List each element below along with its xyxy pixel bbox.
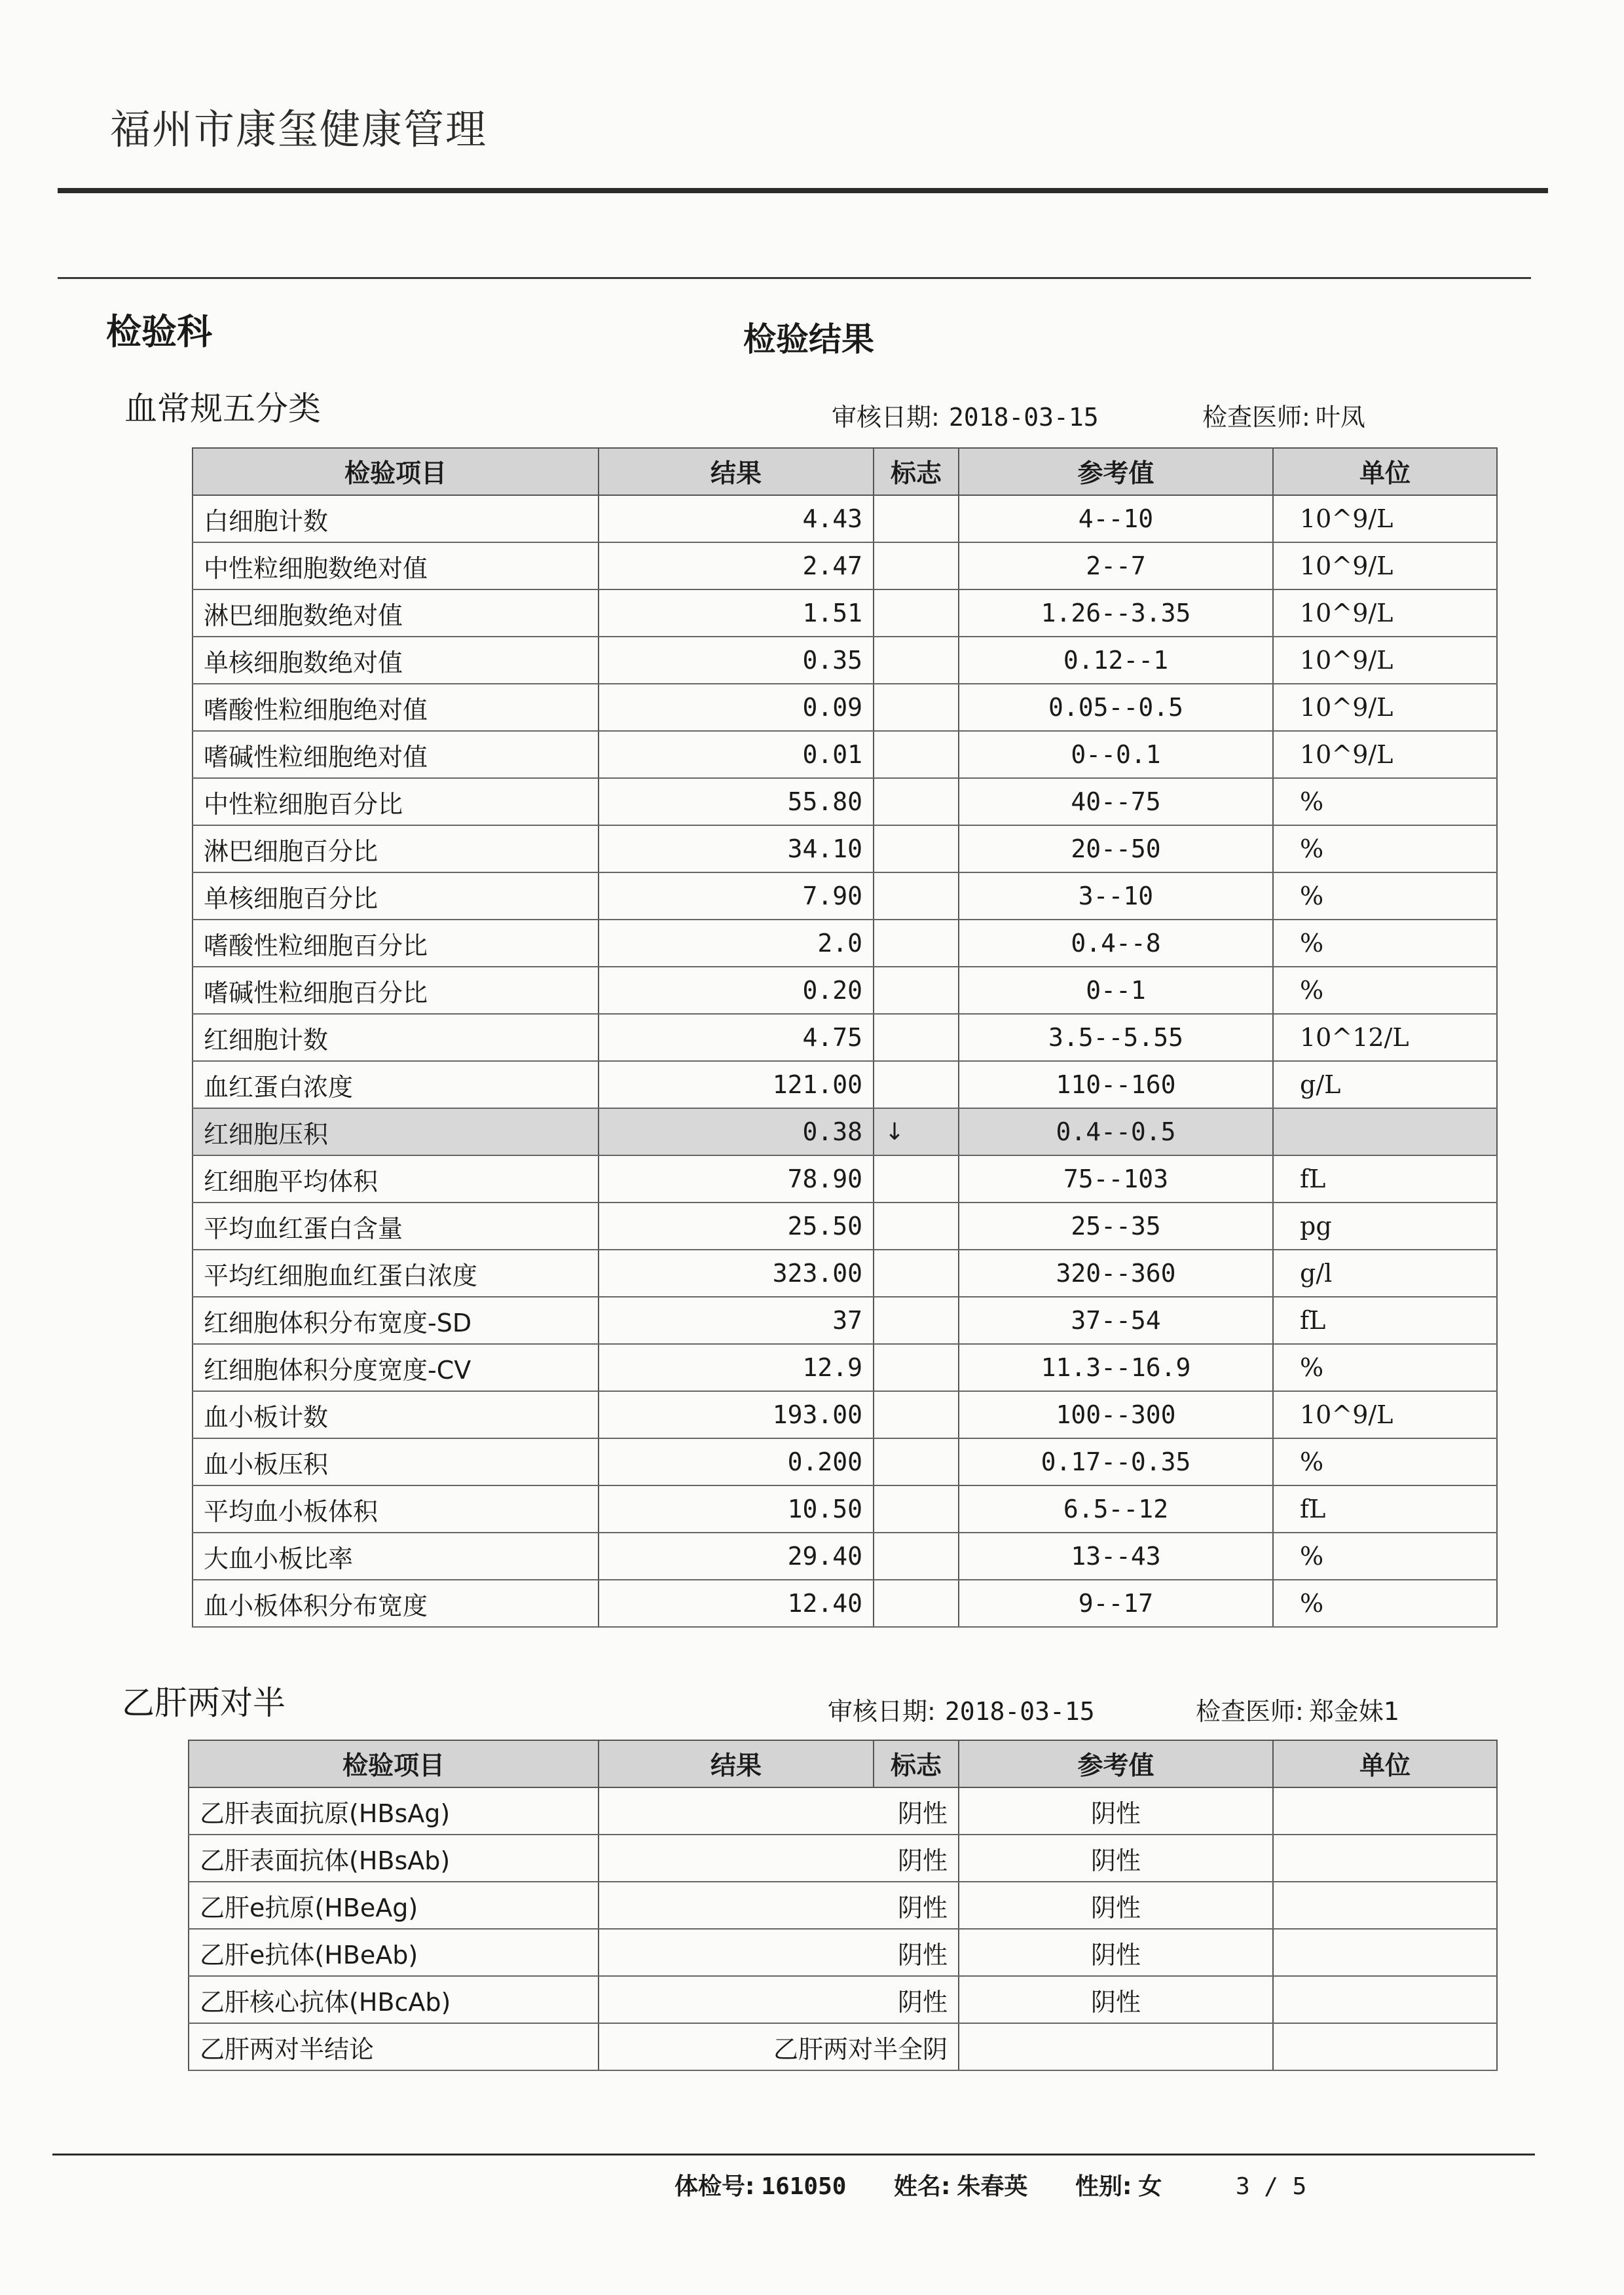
reference-cell: 6.5--12 [959,1485,1273,1533]
unit-cell: 10^9/L [1273,637,1497,684]
unit-cell: % [1273,825,1497,872]
footer-rule [52,2154,1535,2155]
flag-cell [874,589,959,637]
table-row [193,825,1497,872]
reference-cell: 3--10 [959,872,1273,920]
reference-cell [959,2023,1273,2070]
table-row [189,1882,1497,1929]
result-cell: 55.80 [599,778,874,825]
column-header-item: 检验项目 [193,448,599,495]
item-name-cell: 白细胞计数 [193,495,599,542]
unit-cell [1273,1929,1497,1976]
result-cell: 25.50 [599,1203,874,1250]
reference-cell: 320--360 [959,1250,1273,1297]
item-name-cell: 血小板体积分布宽度 [193,1580,599,1627]
flag-cell [874,1580,959,1627]
name-value: 朱春英 [957,2173,1028,2200]
table-header-row [189,1740,1497,1787]
result-cell: 7.90 [599,872,874,920]
header-rule [58,188,1548,193]
flag-cell [874,637,959,684]
reference-cell: 25--35 [959,1203,1273,1250]
blood-doctor [1202,397,1365,433]
table-row [193,1533,1497,1580]
item-name-cell: 红细胞计数 [193,1014,599,1061]
item-name-cell: 嗜酸性粒细胞绝对值 [193,684,599,731]
result-cell: 37 [599,1297,874,1344]
name-label: 姓名: [894,2173,951,2200]
reference-cell: 阴性 [959,1882,1273,1929]
table-row [193,589,1497,637]
reference-cell: 1.26--3.35 [959,589,1273,637]
conclusion-row [189,2023,1497,2070]
column-header-result: 结果 [599,1740,874,1787]
flag-cell [874,1155,959,1203]
unit-cell [1273,1787,1497,1835]
blood-results-table [192,447,1498,1628]
item-name-cell: 中性粒细胞百分比 [193,778,599,825]
column-header-unit: 单位 [1273,1740,1497,1787]
column-header-unit: 单位 [1273,448,1497,495]
unit-cell: % [1273,920,1497,967]
reference-cell: 3.5--5.55 [959,1014,1273,1061]
unit-cell [1273,1882,1497,1929]
page-number: 3 / 5 [1235,2173,1307,2200]
result-cell: 阴性 [599,1929,959,1976]
department-title: 检验科 [106,311,212,352]
result-cell: 阴性 [599,1976,959,2023]
result-cell: 2.0 [599,920,874,967]
reference-cell: 2--7 [959,542,1273,589]
result-cell: 323.00 [599,1250,874,1297]
reference-cell: 0.05--0.5 [959,684,1273,731]
table-row [193,495,1497,542]
result-cell: 0.200 [599,1438,874,1485]
unit-cell: g/l [1273,1250,1497,1297]
item-name-cell: 红细胞体积分度宽度-CV [193,1344,599,1391]
flag-cell [874,1533,959,1580]
unit-cell: fL [1273,1297,1497,1344]
flag-cell [874,920,959,967]
result-cell: 阴性 [599,1787,959,1835]
table-row [193,1438,1497,1485]
item-name-cell: 单核细胞百分比 [193,872,599,920]
unit-cell [1273,1108,1497,1155]
table-row [193,731,1497,778]
unit-cell: 10^12/L [1273,1014,1497,1061]
flag-cell [874,1391,959,1438]
item-name-cell: 平均血小板体积 [193,1485,599,1533]
reference-cell: 0.17--0.35 [959,1438,1273,1485]
reference-cell: 100--300 [959,1391,1273,1438]
unit-cell: fL [1273,1155,1497,1203]
unit-cell [1273,1835,1497,1882]
unit-cell: 10^9/L [1273,495,1497,542]
flag-cell [874,1344,959,1391]
result-cell: 78.90 [599,1155,874,1203]
hbv-doctor [1196,1691,1399,1727]
hbv-doctor-label: 检查医师: [1196,1697,1304,1726]
table-row [193,684,1497,731]
result-cell: 2.47 [599,542,874,589]
sex-label: 性别: [1075,2173,1132,2200]
reference-cell: 20--50 [959,825,1273,872]
reference-cell: 阴性 [959,1976,1273,2023]
column-header-reference: 参考值 [959,1740,1273,1787]
result-cell: 12.9 [599,1344,874,1391]
unit-cell: pg [1273,1203,1497,1250]
blood-review-date-value: 2018-03-15 [948,403,1099,432]
column-header-flag: 标志 [874,1740,959,1787]
flag-cell [874,684,959,731]
blood-doctor-value: 叶凤 [1315,403,1365,432]
column-header-flag: 标志 [874,448,959,495]
hbv-review-date-value: 2018-03-15 [944,1697,1095,1726]
item-name-cell: 平均红细胞血红蛋白浓度 [193,1250,599,1297]
item-name-cell: 血小板计数 [193,1391,599,1438]
footer [674,2168,1346,2201]
blood-review-date [832,397,1099,433]
item-name-cell: 乙肝e抗体(HBeAb) [189,1929,599,1976]
result-cell: 121.00 [599,1061,874,1108]
reference-cell: 75--103 [959,1155,1273,1203]
unit-cell: % [1273,1438,1497,1485]
table-row [193,778,1497,825]
item-name-cell: 单核细胞数绝对值 [193,637,599,684]
result-cell: 0.20 [599,967,874,1014]
flag-cell [874,731,959,778]
item-name-cell: 红细胞体积分布宽度-SD [193,1297,599,1344]
item-name-cell: 淋巴细胞数绝对值 [193,589,599,637]
item-name-cell: 中性粒细胞数绝对值 [193,542,599,589]
result-cell: 10.50 [599,1485,874,1533]
item-name-cell: 红细胞平均体积 [193,1155,599,1203]
table-row [193,1061,1497,1108]
result-cell: 193.00 [599,1391,874,1438]
table-row [189,1976,1497,2023]
result-cell: 阴性 [599,1882,959,1929]
reference-cell: 0.4--0.5 [959,1108,1273,1155]
result-cell: 1.51 [599,589,874,637]
table-row [193,1580,1497,1627]
column-header-item: 检验项目 [189,1740,599,1787]
unit-cell: % [1273,1580,1497,1627]
flag-cell [874,1485,959,1533]
blood-doctor-label: 检查医师: [1202,403,1310,432]
reference-cell: 110--160 [959,1061,1273,1108]
table-row [193,1485,1497,1533]
flag-cell [874,542,959,589]
reference-cell: 0--1 [959,967,1273,1014]
table-row [193,1108,1497,1155]
table-row [193,920,1497,967]
unit-cell: % [1273,967,1497,1014]
reference-cell: 阴性 [959,1835,1273,1882]
result-cell: 12.40 [599,1580,874,1627]
results-title: 检验结果 [743,320,874,358]
org-title: 福州市康玺健康管理 [110,105,488,153]
hbv-section-title: 乙肝两对半 [122,1684,286,1722]
unit-cell: % [1273,1533,1497,1580]
unit-cell: % [1273,872,1497,920]
unit-cell: 10^9/L [1273,542,1497,589]
item-name-cell: 乙肝e抗原(HBeAg) [189,1882,599,1929]
unit-cell: % [1273,1344,1497,1391]
item-name-cell: 嗜碱性粒细胞绝对值 [193,731,599,778]
table-row [193,1297,1497,1344]
table-row [193,1391,1497,1438]
reference-cell: 9--17 [959,1580,1273,1627]
result-cell: 29.40 [599,1533,874,1580]
unit-cell: 10^9/L [1273,589,1497,637]
unit-cell: g/L [1273,1061,1497,1108]
flag-cell [874,1061,959,1108]
blood-section-title: 血常规五分类 [124,390,321,428]
unit-cell: 10^9/L [1273,1391,1497,1438]
table-row [189,1929,1497,1976]
unit-cell [1273,2023,1497,2070]
item-name-cell: 乙肝表面抗原(HBsAg) [189,1787,599,1835]
result-cell: 0.01 [599,731,874,778]
sex-value: 女 [1138,2173,1162,2200]
flag-cell [874,1203,959,1250]
result-cell: 4.75 [599,1014,874,1061]
table-row [193,872,1497,920]
reference-cell: 阴性 [959,1929,1273,1976]
table-row [189,1787,1497,1835]
table-row [193,967,1497,1014]
item-name-cell: 大血小板比率 [193,1533,599,1580]
header-subrule [58,277,1531,279]
reference-cell: 4--10 [959,495,1273,542]
exam-no-value: 161050 [761,2173,847,2200]
table-header-row [193,448,1497,495]
reference-cell: 0--0.1 [959,731,1273,778]
reference-cell: 0.12--1 [959,637,1273,684]
table-row [189,1835,1497,1882]
conclusion-label-cell: 乙肝两对半结论 [189,2023,599,2070]
unit-cell: fL [1273,1485,1497,1533]
flag-cell [874,967,959,1014]
table-row [193,1250,1497,1297]
footer-sex [1075,2173,1162,2200]
flag-cell [874,778,959,825]
result-cell: 阴性 [599,1835,959,1882]
item-name-cell: 平均血红蛋白含量 [193,1203,599,1250]
footer-exam-no [674,2173,846,2200]
result-cell: 0.38 [599,1108,874,1155]
reference-cell: 0.4--8 [959,920,1273,967]
flag-cell [874,872,959,920]
item-name-cell: 红细胞压积 [193,1108,599,1155]
column-header-reference: 参考值 [959,448,1273,495]
result-cell: 0.35 [599,637,874,684]
exam-no-label: 体检号: [674,2173,755,2200]
reference-cell: 13--43 [959,1533,1273,1580]
table-row [193,1344,1497,1391]
reference-cell: 11.3--16.9 [959,1344,1273,1391]
footer-name [894,2173,1027,2200]
reference-cell: 37--54 [959,1297,1273,1344]
hbv-results-table [188,1740,1498,2071]
item-name-cell: 乙肝表面抗体(HBsAb) [189,1835,599,1882]
hbv-review-date-label: 审核日期: [828,1697,936,1726]
result-cell: 34.10 [599,825,874,872]
table-row [193,1155,1497,1203]
item-name-cell: 乙肝核心抗体(HBcAb) [189,1976,599,2023]
conclusion-value-cell: 乙肝两对半全阴 [599,2023,959,2070]
table-row [193,637,1497,684]
flag-cell [874,825,959,872]
result-cell: 0.09 [599,684,874,731]
flag-cell: ↓ [874,1108,959,1155]
unit-cell: 10^9/L [1273,684,1497,731]
flag-cell [874,1297,959,1344]
hbv-review-date [828,1691,1095,1727]
unit-cell [1273,1976,1497,2023]
item-name-cell: 嗜碱性粒细胞百分比 [193,967,599,1014]
reference-cell: 40--75 [959,778,1273,825]
flag-cell [874,1438,959,1485]
hbv-doctor-value: 郑金妹1 [1308,1697,1399,1726]
column-header-result: 结果 [599,448,874,495]
flag-cell [874,1250,959,1297]
result-cell: 4.43 [599,495,874,542]
item-name-cell: 血红蛋白浓度 [193,1061,599,1108]
table-row [193,1203,1497,1250]
table-row [193,1014,1497,1061]
flag-cell [874,1014,959,1061]
table-row [193,542,1497,589]
reference-cell: 阴性 [959,1787,1273,1835]
unit-cell: 10^9/L [1273,731,1497,778]
blood-review-date-label: 审核日期: [832,403,940,432]
item-name-cell: 淋巴细胞百分比 [193,825,599,872]
unit-cell: % [1273,778,1497,825]
item-name-cell: 嗜酸性粒细胞百分比 [193,920,599,967]
item-name-cell: 血小板压积 [193,1438,599,1485]
flag-cell [874,495,959,542]
